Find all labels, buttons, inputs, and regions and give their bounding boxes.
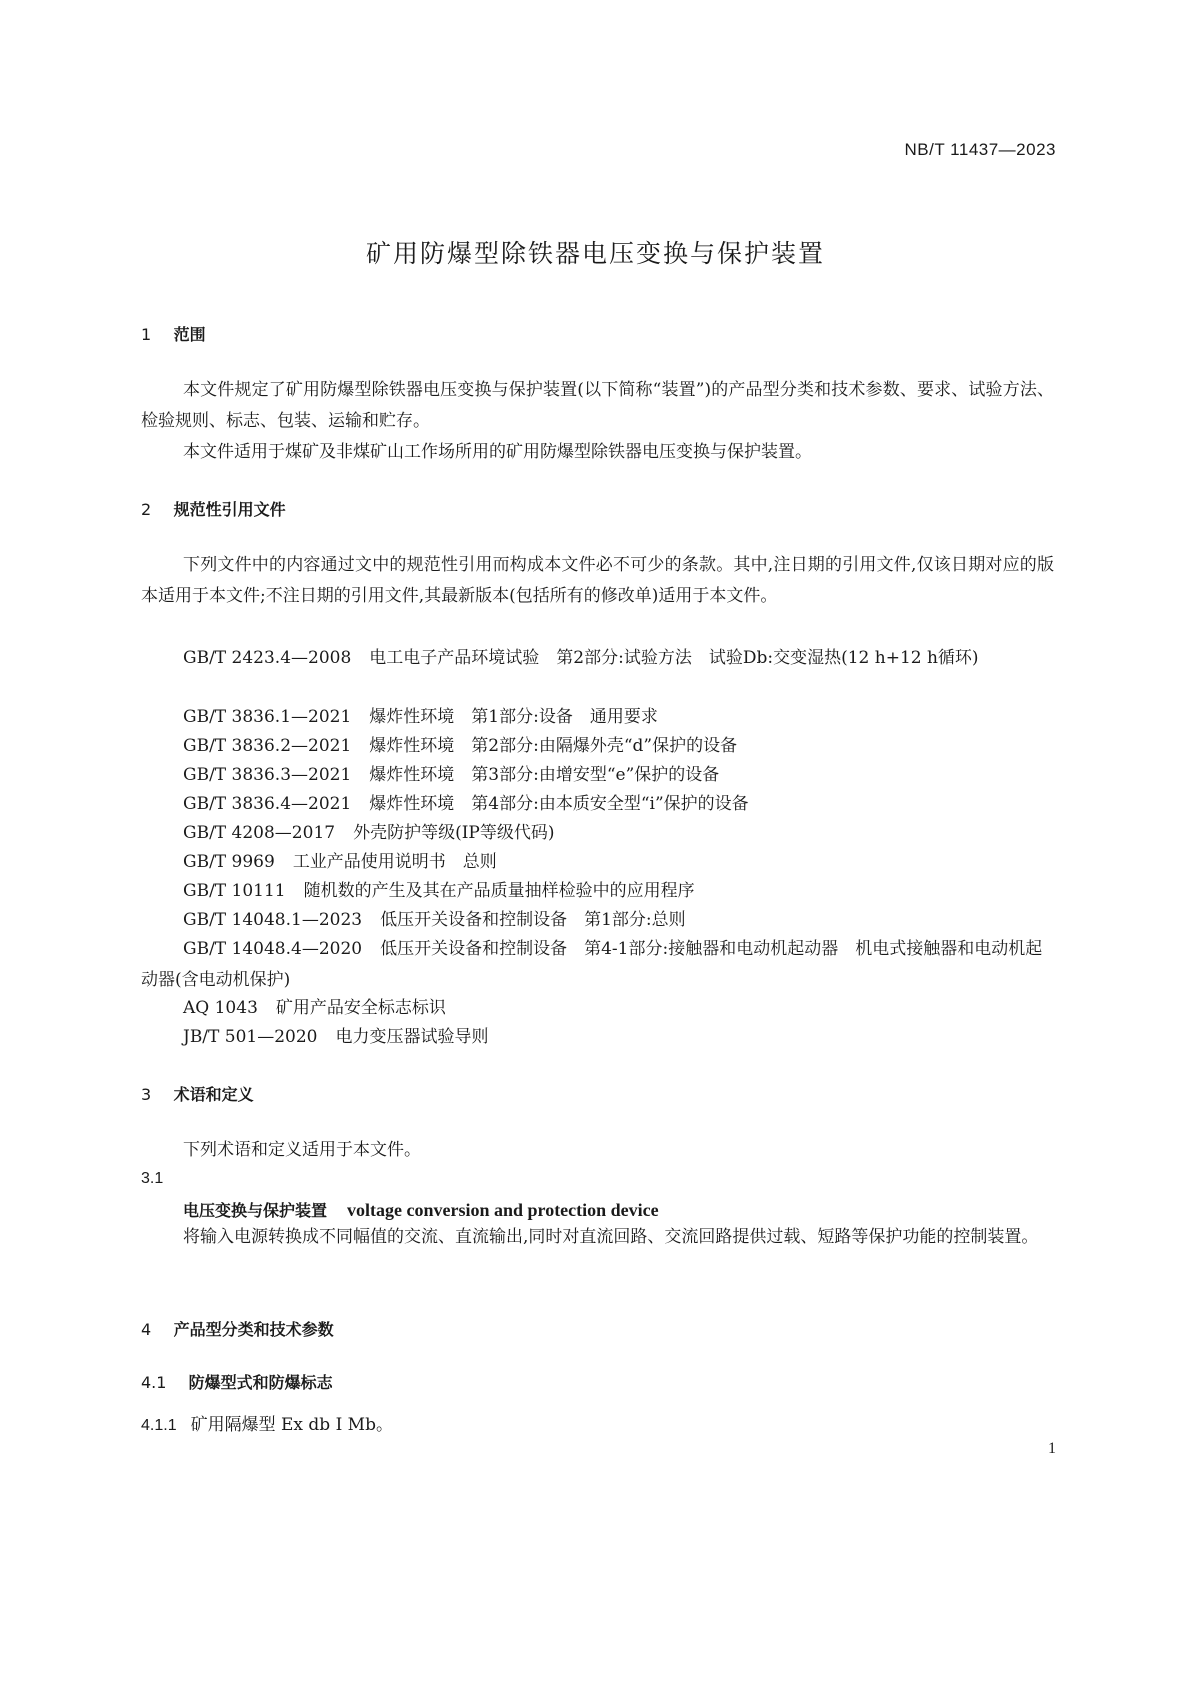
reference-item <box>141 934 1054 996</box>
reference-item <box>141 905 1054 936</box>
subsection-title: 防爆型式和防爆标志 <box>188 1373 333 1392</box>
reference-title: 电力变压器试验导则 <box>335 1027 489 1047</box>
paragraph: 本文件规定了矿用防爆型除铁器电压变换与保护装置(以下简称“装置”)的产品型分类和技术参数、要求、试验方法、检验规则、标志、包装、运输和贮存。 <box>141 380 1054 431</box>
reference-item <box>141 847 1054 878</box>
page-number: 1 <box>1048 1440 1056 1457</box>
term-name <box>183 1198 659 1221</box>
subsection-4-1-heading <box>141 1370 333 1393</box>
reference-title: 外壳防护等级(IP等级代码) <box>353 823 555 843</box>
reference-item <box>141 643 1054 674</box>
reference-code: GB/T 10111 <box>183 881 286 901</box>
reference-code: AQ 1043 <box>183 998 258 1018</box>
reference-item <box>141 876 1054 907</box>
reference-code: GB/T 14048.4—2020 <box>183 939 363 959</box>
paragraph: 下列文件中的内容通过文中的规范性引用而构成本文件必不可少的条款。其中,注日期的引用文件,仅该日期对应的版本适用于本文件;不注日期的引用文件,其最新版本(包括所有的修改单)适用于本文件。 <box>141 555 1054 606</box>
subsection-number: 4.1 <box>141 1373 167 1392</box>
reference-item <box>141 702 1054 733</box>
section-2-heading <box>141 497 286 520</box>
clause-4-1-1 <box>141 1410 393 1435</box>
paragraph: 下列术语和定义适用于本文件。 <box>183 1140 421 1160</box>
document-title: 矿用防爆型除铁器电压变换与保护装置 <box>365 239 825 268</box>
reference-title: 低压开关设备和控制设备 第4-1部分:接触器和电动机起动器 机电式接触器和电动机起动器(含电动机保护) <box>141 939 1043 990</box>
reference-item <box>141 789 1054 820</box>
section-3-heading <box>141 1082 254 1105</box>
section-number: 1 <box>141 325 152 344</box>
section-number: 4 <box>141 1320 152 1339</box>
reference-code: GB/T 3836.2—2021 <box>183 736 352 756</box>
clause-number: 4.1.1 <box>141 1417 177 1434</box>
reference-title: 爆炸性环境 第3部分:由增安型“e”保护的设备 <box>369 765 720 785</box>
section-4-heading <box>141 1317 334 1340</box>
section-1-heading <box>141 322 206 345</box>
reference-title: 爆炸性环境 第2部分:由隔爆外壳“d”保护的设备 <box>369 736 738 756</box>
reference-code: GB/T 9969 <box>183 852 275 872</box>
reference-code: GB/T 3836.1—2021 <box>183 707 352 727</box>
section-title: 产品型分类和技术参数 <box>173 1320 334 1339</box>
section-title: 规范性引用文件 <box>173 500 286 519</box>
term-name-en: voltage conversion and protection device <box>347 1200 659 1220</box>
reference-title: 矿用产品安全标志标识 <box>275 998 446 1018</box>
section-number: 2 <box>141 500 152 519</box>
paragraph: 本文件适用于煤矿及非煤矿山工作场所用的矿用防爆型除铁器电压变换与保护装置。 <box>183 442 812 462</box>
term-name-zh: 电压变换与保护装置 <box>183 1201 328 1220</box>
reference-item <box>141 1022 1054 1053</box>
section-number: 3 <box>141 1085 152 1104</box>
reference-code: GB/T 3836.4—2021 <box>183 794 352 814</box>
reference-item <box>141 818 1054 849</box>
term-definition: 将输入电源转换成不同幅值的交流、直流输出,同时对直流回路、交流回路提供过载、短路等保护功能的控制装置。 <box>183 1227 1039 1247</box>
reference-title: 随机数的产生及其在产品质量抽样检验中的应用程序 <box>303 881 695 901</box>
standard-code: NB/T 11437—2023 <box>904 140 1056 159</box>
reference-item <box>141 731 1054 762</box>
clause-text: 矿用隔爆型 Ex db I Mb。 <box>190 1415 393 1435</box>
reference-item <box>141 760 1054 791</box>
section-title: 术语和定义 <box>173 1085 254 1104</box>
reference-code: GB/T 3836.3—2021 <box>183 765 352 785</box>
reference-title: 电工电子产品环境试验 第2部分:试验方法 试验Db:交变湿热(12 h+12 h循环) <box>369 648 979 668</box>
section-title: 范围 <box>173 325 206 344</box>
reference-code: GB/T 14048.1—2023 <box>183 910 363 930</box>
reference-item <box>141 993 1054 1024</box>
reference-title: 工业产品使用说明书 总则 <box>292 852 497 872</box>
reference-code: JB/T 501—2020 <box>183 1027 318 1047</box>
reference-code: GB/T 2423.4—2008 <box>183 648 352 668</box>
reference-code: GB/T 4208—2017 <box>183 823 336 843</box>
term-number: 3.1 <box>141 1170 164 1187</box>
reference-title: 低压开关设备和控制设备 第1部分:总则 <box>380 910 686 930</box>
reference-title: 爆炸性环境 第4部分:由本质安全型“i”保护的设备 <box>369 794 749 814</box>
reference-title: 爆炸性环境 第1部分:设备 通用要求 <box>369 707 658 727</box>
